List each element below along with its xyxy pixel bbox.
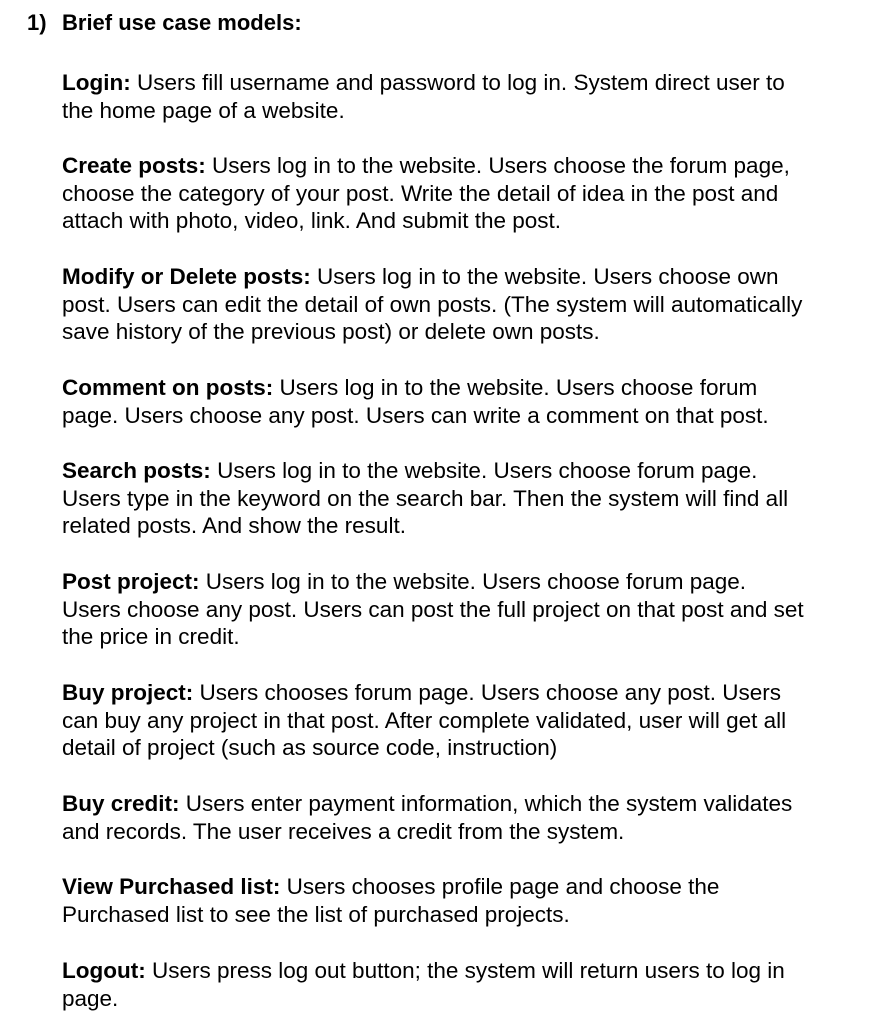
text-line: detail of project (such as source code, instruction) bbox=[62, 735, 558, 761]
text-line: Users type in the keyword on the search bar. Then the system will find all bbox=[62, 485, 789, 511]
text-line bbox=[62, 69, 862, 97]
text-line: Purchased list to see the list of purchased projects. bbox=[62, 901, 570, 927]
text-line: the home page of a website. bbox=[62, 97, 345, 123]
use-case-buy-project bbox=[62, 679, 862, 762]
text-line bbox=[62, 263, 862, 291]
use-case-label: Modify or Delete posts: bbox=[62, 264, 311, 289]
use-case-text: Users chooses profile page and choose the bbox=[280, 874, 720, 899]
use-case-label: Buy project: bbox=[62, 680, 194, 705]
use-case-modify-delete-posts bbox=[62, 263, 862, 346]
text-line: page. Users choose any post. Users can write a comment on that post. bbox=[62, 402, 769, 428]
use-case-text: Users fill username and password to log in. System direct user to bbox=[130, 70, 785, 95]
text-line: and records. The user receives a credit from the system. bbox=[62, 818, 625, 844]
use-case-view-purchased-list bbox=[62, 873, 862, 928]
heading-number: 1) bbox=[27, 10, 47, 35]
use-case-label: Create posts: bbox=[62, 153, 206, 178]
text-line: Users choose any post. Users can post the full project on that post and set bbox=[62, 596, 804, 622]
use-case-text: Users log in to the website. Users choose own bbox=[310, 264, 779, 289]
use-case-label: Comment on posts: bbox=[62, 375, 274, 400]
text-line: related posts. And show the result. bbox=[62, 513, 406, 539]
text-line bbox=[62, 568, 862, 596]
use-case-logout bbox=[62, 957, 862, 1012]
text-line bbox=[62, 957, 862, 985]
text-line: can buy any project in that post. After complete validated, user will get all bbox=[62, 707, 787, 733]
use-case-text: Users log in to the website. Users choose the forum page, bbox=[205, 153, 790, 178]
text-line: the price in credit. bbox=[62, 624, 240, 650]
use-case-label: Buy credit: bbox=[62, 791, 180, 816]
text-line bbox=[62, 790, 862, 818]
use-case-text: Users log in to the website. Users choose forum bbox=[273, 375, 758, 400]
text-line: page. bbox=[62, 985, 119, 1011]
use-case-label: Logout: bbox=[62, 958, 146, 983]
text-line bbox=[62, 873, 862, 901]
use-case-text: Users chooses forum page. Users choose any post. Users bbox=[193, 680, 782, 705]
text-line: save history of the previous post) or delete own posts. bbox=[62, 319, 600, 345]
text-line bbox=[62, 679, 862, 707]
use-case-create-posts bbox=[62, 152, 862, 235]
text-line bbox=[62, 152, 862, 180]
use-case-text: Users log in to the website. Users choose forum page. bbox=[199, 569, 747, 594]
section-heading bbox=[27, 9, 302, 36]
use-case-search-posts bbox=[62, 457, 862, 540]
text-line bbox=[62, 374, 862, 402]
use-case-label: Search posts: bbox=[62, 458, 211, 483]
text-line bbox=[62, 457, 862, 485]
text-line: choose the category of your post. Write the detail of idea in the post and bbox=[62, 180, 779, 206]
text-line: attach with photo, video, link. And submit the post. bbox=[62, 208, 562, 234]
use-case-login bbox=[62, 69, 862, 124]
text-line: post. Users can edit the detail of own posts. (The system will automatically bbox=[62, 291, 803, 317]
use-case-text: Users press log out button; the system will return users to log in bbox=[145, 958, 785, 983]
use-case-comment-on-posts bbox=[62, 374, 862, 429]
use-case-label: View Purchased list: bbox=[62, 874, 281, 899]
heading-title: Brief use case models: bbox=[62, 10, 302, 35]
use-case-text: Users log in to the website. Users choose forum page. bbox=[210, 458, 758, 483]
use-case-buy-credit bbox=[62, 790, 862, 845]
use-case-post-project bbox=[62, 568, 862, 651]
use-case-label: Login: bbox=[62, 70, 131, 95]
use-case-text: Users enter payment information, which the system validates bbox=[179, 791, 793, 816]
use-case-label: Post project: bbox=[62, 569, 200, 594]
